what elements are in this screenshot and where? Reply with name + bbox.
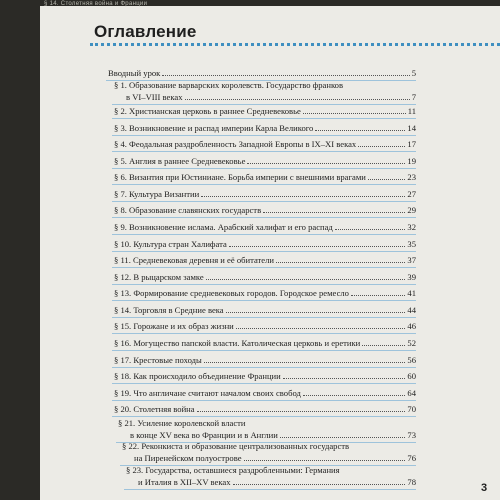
toc-entry-title: в конце XV века во Франции и в Англии — [130, 430, 278, 440]
toc-entry-page: 11 — [407, 106, 416, 116]
toc-entry-page: 44 — [407, 305, 416, 315]
toc-separator — [124, 489, 416, 490]
dot-leader — [204, 362, 406, 363]
toc-entry-title: § 16. Могущество папской власти. Католическая церковь и еретики — [114, 338, 361, 348]
toc-entry-page: 7 — [411, 92, 416, 102]
toc-separator — [112, 333, 416, 334]
toc-entry-page: 23 — [407, 172, 416, 182]
toc-separator — [112, 267, 416, 268]
toc-entry-page: 73 — [407, 430, 416, 440]
toc-entry-title: § 21. Усиление королевской власти — [118, 418, 246, 428]
toc-entry-title: § 14. Торговля в Средние века — [114, 305, 224, 315]
toc-entry-title: § 8. Образование славянских государств — [114, 205, 262, 215]
toc-entry-page: 60 — [407, 371, 416, 381]
toc-entry-title: § 9. Возникновение ислама. Арабский халифат и его распад — [114, 222, 333, 232]
toc-entry-title: § 3. Возникновение и распад империи Карла Великого — [114, 123, 314, 133]
toc-entry-title: § 1. Образование варварских королевств. Государство франков — [114, 80, 344, 90]
toc-entry-title: § 22. Реконкиста и образование централизованных государств — [122, 441, 350, 451]
dot-leader — [280, 437, 406, 438]
toc-separator — [112, 104, 416, 105]
toc-entry-title: § 18. Как происходило объединение Франции — [114, 371, 281, 381]
dot-leader — [236, 328, 406, 329]
toc-entry-page: 46 — [407, 321, 416, 331]
toc-separator — [112, 184, 416, 185]
dot-leader — [247, 163, 405, 164]
toc-entry-page: 19 — [407, 156, 416, 166]
toc-separator — [112, 284, 416, 285]
page-title: Оглавление — [94, 22, 197, 41]
dot-leader — [303, 395, 406, 396]
toc-entry-title: в VI–VIII веках — [126, 92, 183, 102]
toc-entry-page: 17 — [407, 139, 416, 149]
toc-entry-title: § 17. Крестовые походы — [114, 355, 202, 365]
dot-leader — [233, 484, 406, 485]
toc-entry-title: § 12. В рыцарском замке — [114, 272, 204, 282]
toc-entry-title: § 11. Средневековая деревня и её обитатели — [114, 255, 275, 265]
toc-entry-page: 27 — [407, 189, 416, 199]
dot-leader — [197, 411, 406, 412]
previous-page-header-fragment: § 14. Столетняя война и Франции — [44, 1, 148, 7]
dot-leader — [335, 229, 406, 230]
toc-separator — [112, 383, 416, 384]
toc-separator — [112, 168, 416, 169]
toc-separator — [112, 151, 416, 152]
dot-leader — [362, 345, 405, 346]
toc-separator — [112, 251, 416, 252]
toc-separator — [112, 416, 416, 417]
toc-entry-page: 56 — [407, 355, 416, 365]
toc-entry-page: 76 — [407, 453, 416, 463]
toc-entry-page: 37 — [407, 255, 416, 265]
toc-entry-title: § 19. Что англичане считают началом своих свобод — [114, 388, 301, 398]
toc-separator — [112, 367, 416, 368]
toc-entry-page: 5 — [411, 68, 416, 78]
dot-leader — [185, 99, 410, 100]
dot-leader — [201, 196, 405, 197]
toc-entry-title: § 20. Столетняя война — [114, 404, 195, 414]
dot-leader — [263, 212, 405, 213]
toc-entry-title: § 6. Византия при Юстиниане. Борьба империи с внешними врагами — [114, 172, 366, 182]
dot-leader — [229, 246, 406, 247]
dot-leader — [226, 312, 406, 313]
toc-separator — [112, 135, 416, 136]
dot-leader — [276, 262, 405, 263]
toc-separator — [112, 217, 416, 218]
toc-entry-page: 64 — [407, 388, 416, 398]
toc-entry-title: § 23. Государства, оставшиеся раздробленными: Германия — [126, 465, 340, 475]
toc-entry-page: 14 — [407, 123, 416, 133]
toc-entry-title: § 5. Англия в раннее Средневековье — [114, 156, 246, 166]
toc-entry-title: § 2. Христианская церковь в раннее Средневековье — [114, 106, 301, 116]
dot-leader — [358, 146, 405, 147]
toc-separator — [112, 234, 416, 235]
toc-separator — [112, 317, 416, 318]
dot-leader — [303, 113, 406, 114]
toc-entry-page: 41 — [407, 288, 416, 298]
dot-leader — [206, 279, 406, 280]
toc-separator — [112, 400, 416, 401]
toc-entry-page: 78 — [407, 477, 416, 487]
toc-entry-title: § 4. Феодальная раздробленность Западной Европы в IX–XI веках — [114, 139, 357, 149]
toc-entry-title: § 7. Культура Византии — [114, 189, 200, 199]
dot-leader — [368, 179, 406, 180]
dot-leader — [351, 295, 405, 296]
toc-entry-page: 32 — [407, 222, 416, 232]
toc-entry-title: Вводный урок — [108, 68, 161, 78]
dot-leader — [315, 130, 405, 131]
dot-leader — [162, 75, 409, 76]
toc-entry-title: § 13. Формирование средневековых городов. Городское ремесло — [114, 288, 349, 298]
toc-entry-page: 29 — [407, 205, 416, 215]
toc-separator — [112, 201, 416, 202]
dot-leader — [244, 460, 406, 461]
toc-entry-page: 35 — [407, 239, 416, 249]
toc-entry-title: § 15. Горожане и их образ жизни — [114, 321, 234, 331]
toc-entry-page: 70 — [407, 404, 416, 414]
toc-entry-title: § 10. Культура стран Халифата — [114, 239, 227, 249]
toc-entry-page: 39 — [407, 272, 416, 282]
toc-separator — [112, 350, 416, 351]
toc-entry-title: на Пиренейском полуострове — [134, 453, 242, 463]
toc-entry-page: 52 — [407, 338, 416, 348]
toc-separator — [112, 118, 416, 119]
page-number: 3 — [481, 482, 488, 494]
toc-separator — [112, 300, 416, 301]
dot-leader — [283, 378, 406, 379]
toc-entry-title: и Италия в XII–XV веках — [138, 477, 231, 487]
